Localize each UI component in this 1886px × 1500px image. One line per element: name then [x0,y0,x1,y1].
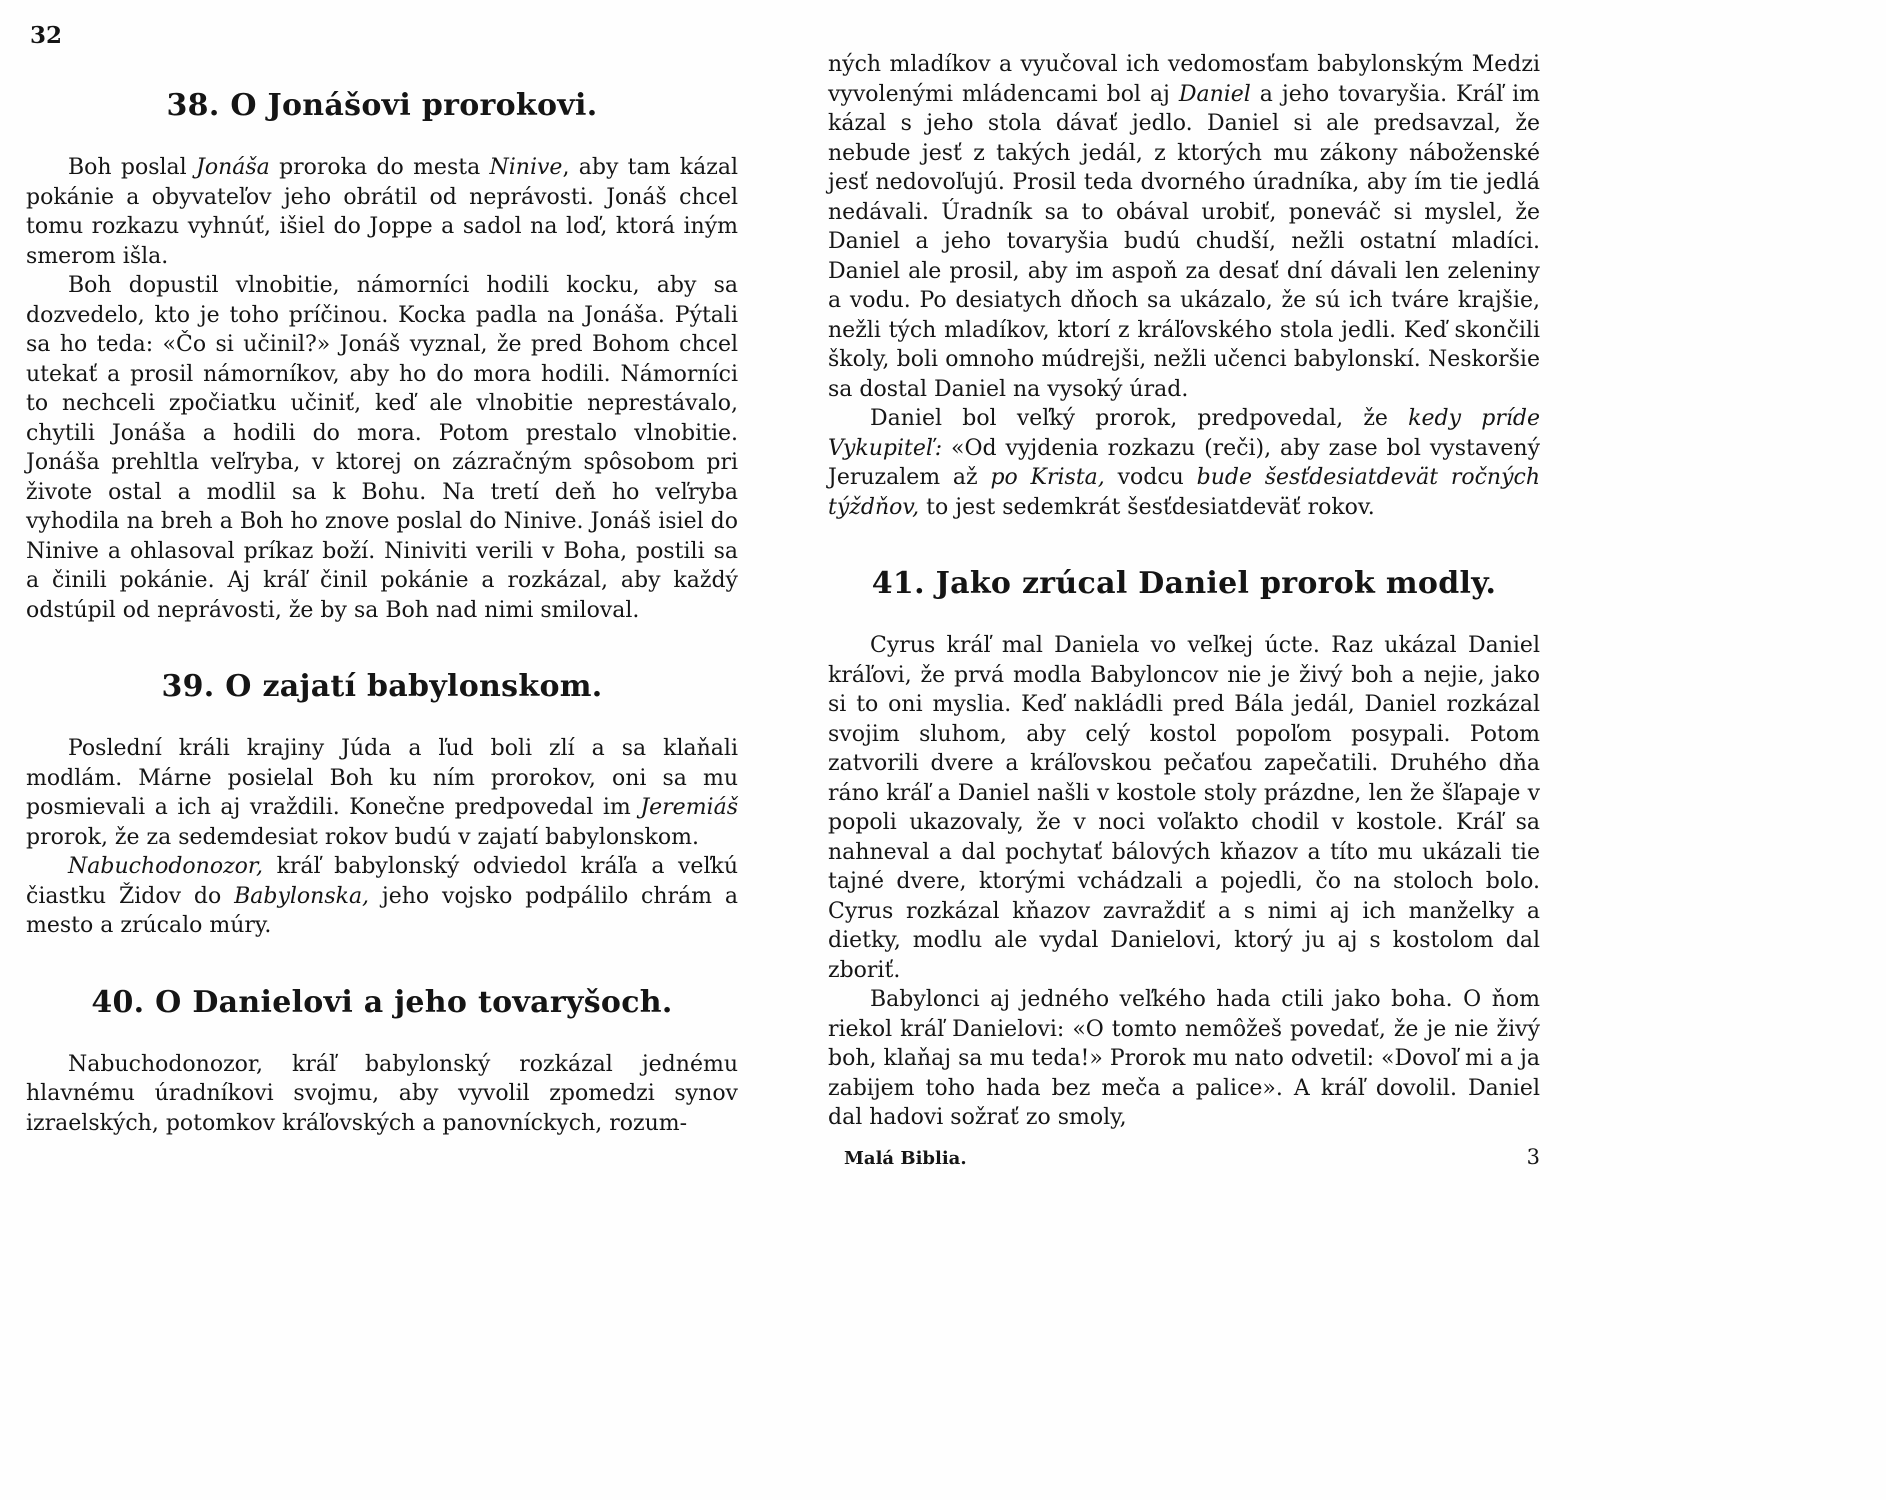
signature-title: Malá Biblia. [844,1147,967,1169]
paragraph: Nabuchodonozor, kráľ babylonský rozkázal jednému hlavnému úradníkovi svojmu, aby vyvolil zpomedzi synov izraelských, potomkov kráľovských a panovníckych, rozum- [26,1051,738,1136]
page-number: 32 [30,22,63,49]
section-38 [26,88,738,625]
signature-page-number: 3 [1526,1144,1540,1169]
paragraph: Boh dopustil vlnobitie, námorníci hodili kocku, aby sa dozvedelo, kto je toho príčinou. Kocka padla na Jonáša. Pýtali sa ho teda: «Čo si učinil?» Jonáš vyznal, že pred Bohom chcel utekať a prosil námorníkov, aby ho do mora hodili. Námorníci to nechceli zpočiatku učiniť, keď ale vlnobitie neprestávalo, chytili Jonáša a hodili do mora. Potom prestalo vlnobitie. Jonáša prehltla veľryba, v ktorej on zázračným spôsobom pri živote ostal a modlil sa k Bohu. Na tretí deň ho veľryba vyhodila na breh a Boh ho znove poslal do Ninive. Jonáš isiel do Ninive a ohlasoval príkaz boží. Niniviti verili v Boha, postili sa a činili pokánie. Aj kráľ činil pokánie a rozkázal, aby každý odstúpil od neprávosti, že by sa Boh nad nimi smiloval. [26,273,738,623]
paragraph: Babylonci aj jedného veľkého hada ctili jako boha. O ňom riekol kráľ Danielovi: «O tomto nemôžeš povedať, že je nie živý boh, klaňaj sa mu teda!» Prorok mu nato odvetil: «Dovoľ mi a ja zabijem toho hada bez meča a palice». A kráľ dovolil. Daniel dal hadovi sožrať zo smoly, [828,987,1540,1130]
paragraph-continuation: ných mladíkov a vyučoval ich vedomosťam babylonským Medzi vyvolenými mládencami bol aj Daniel a jeho tovaryšia. Kráľ im kázal s jeho stola dávať jedlo. Daniel si ale predsavzal, že nebude jesť z takých jedál, z ktorých mu zákony náboženské jesť nedovoľujú. Prosil teda dvorného úradníka, aby ím tie jedlá nedávali. Úradník sa to obával urobiť, poneváč si myslel, že Daniel a jeho tovaryšia budú chudší, nežli ostatní mladíci. Daniel ale prosil, aby im aspoň za desať dní dávali len zeleniny a vodu. Po desiatych dňoch sa ukázalo, že sú ich tváre krajšie, nežli tých mladíkov, ktorí z kráľovského stola jedli. Keď skončili školy, boli omnoho múdrejši, nežli učenci babylonskí. Neskoršie sa dostal Daniel na vysoký úrad. [828,52,1540,402]
section-40 [26,985,738,1139]
paragraph: Cyrus kráľ mal Daniela vo veľkej úcte. Raz ukázal Daniel kráľovi, že prvá modla Babyloncov nie je živý boh a nejie, jako si to oni myslia. Keď nakládli pred Bála jedál, Daniel rozkázal svojim sluhom, aby celý kostol popoľom posypali. Potom zatvorili dvere a kráľovskou pečaťou zapečatili. Druhého dňa ráno kráľ a Daniel našli v kostole stoly prázdne, len že šľapaje v popoli ukazovaly, že v noci voľakto chodil v kostole. Kráľ sa nahneval a dal pochytať bálových kňazov a títo mu ukázali tie tajné dvere, ktorými vchádzali a pojedli, čo na stoloch bolo. Cyrus rozkázal kňazov zavraždiť a s nimi aj ich manželky a dietky, modlu ale vydal Danielovi, ktorý ju aj s kostolom dal zboriť. [828,633,1540,983]
paragraph: Nabuchodonozor, kráľ babylonský odviedol kráľa a veľkú čiastku Židov do Babylonska, jeho vojsko podpálilo chrám a mesto a zrúcalo múry. [26,854,738,938]
section-heading-38: 38. O Jonášovi prorokovi. [166,88,598,123]
section-39 [26,669,738,941]
paragraph: Daniel bol veľký prorok, predpovedal, že kedy príde Vykupiteľ: «Od vyjdenia rozkazu (reči), aby zase bol vystavený Jeruzalem až po Krista, vodcu bude šesťdesiatdevät ročných týždňov, to jest sedemkrát šesťdesiatdeväť rokov. [828,406,1541,520]
section-heading-41: 41. Jako zrúcal Daniel prorok modly. [871,566,1497,601]
paragraph: Boh poslal Jonáša proroka do mesta Ninive, aby tam kázal pokánie a obyvateľov jeho obrátil od neprávosti. Jonáš chcel tomu rozkazu vyhnúť, išiel do Joppe a sadol na loď, ktorá iným smerom išla. [26,155,738,269]
signature-footer [828,1145,1540,1169]
section-heading-39: 39. O zajatí babylonskom. [161,669,603,704]
section-heading-40: 40. O Danielovi a jeho tovaryšoch. [91,984,673,1020]
paragraph: Poslední králi krajiny Júda a ľud boli zlí a sa klaňali modlám. Márne posielal Boh ku ním prorokov, oni sa mu posmievali a ich aj vraždili. Konečne predpovedal im Jeremiáš prorok, že za sedemdesiat rokov budú v zajatí babylonskom. [26,736,738,850]
left-column [26,0,738,1169]
text-columns [26,0,1540,1169]
section-41 [828,566,1540,1133]
right-column [828,0,1540,1169]
